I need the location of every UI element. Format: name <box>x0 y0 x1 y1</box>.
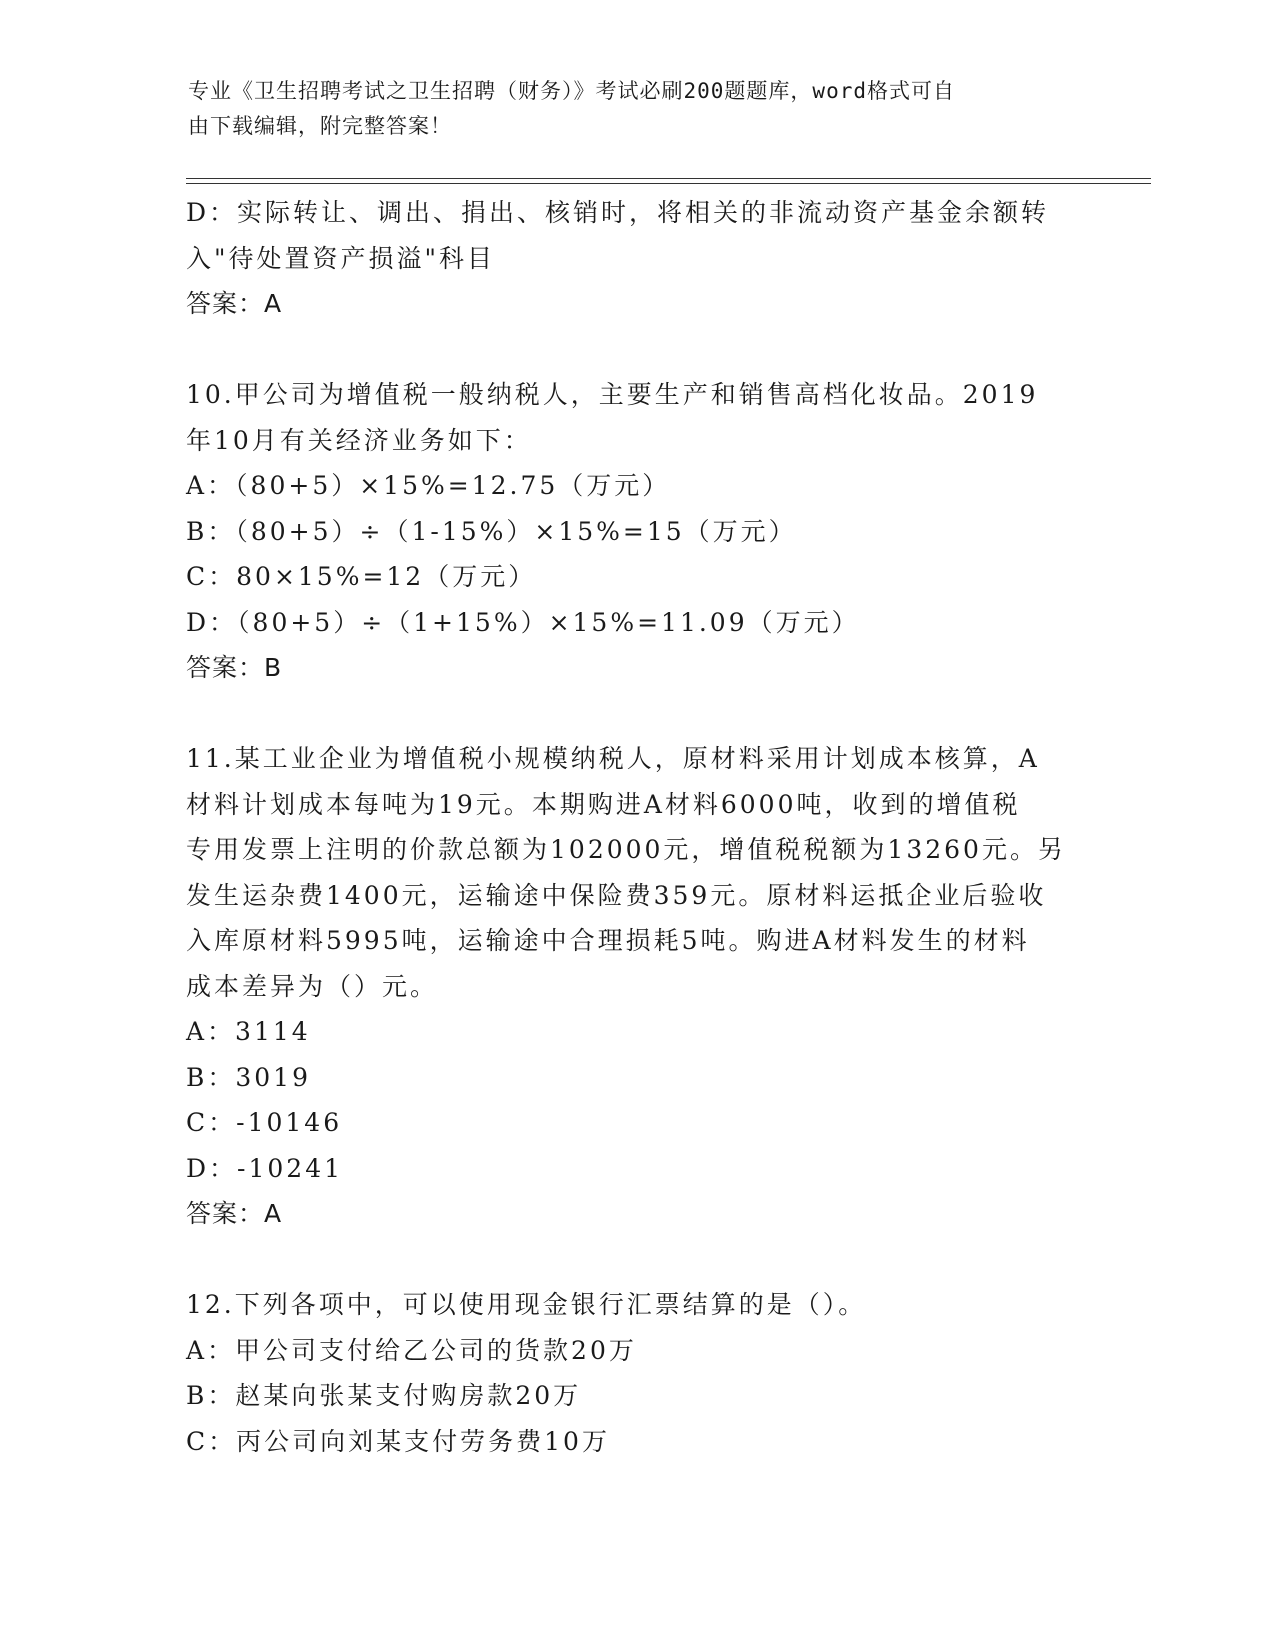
question-11 <box>186 736 1071 1237</box>
question-9-tail <box>186 190 1071 327</box>
option-d: D：-10241 <box>186 1153 344 1183</box>
option-d-line-1: D：实际转让、调出、捐出、核销时，将相关的非流动资产基金余额转 <box>186 198 1050 227</box>
option-b: B：赵某向张某支付购房款20万 <box>186 1381 582 1410</box>
option-c: C：丙公司向刘某支付劳务费10万 <box>186 1426 610 1456</box>
option-c: C：80×15%=12（万元） <box>186 562 537 591</box>
option-b: B：3019 <box>186 1062 311 1092</box>
option-a: A：甲公司支付给乙公司的货款20万 <box>186 1335 637 1365</box>
question-12 <box>186 1282 1071 1464</box>
question-stem: 入库原材料5995吨，运输途中合理损耗5吨。购进A材料发生的材料 <box>186 926 1030 955</box>
option-b: B：（80+5）÷（1-15%）×15%=15（万元） <box>186 516 797 546</box>
option-d-line-2: 入"待处置资产损溢"科目 <box>186 243 495 273</box>
option-a: A：（80+5）×15%=12.75（万元） <box>186 471 671 500</box>
question-stem: 材料计划成本每吨为19元。本期购进A材料6000吨，收到的增值税 <box>186 789 1021 819</box>
question-stem: 年10月有关经济业务如下： <box>186 425 532 455</box>
question-stem: 成本差异为（）元。 <box>186 971 439 1001</box>
question-10 <box>186 372 1071 691</box>
document-body <box>186 190 1071 1464</box>
answer-label: 答案：A <box>186 1199 283 1228</box>
question-stem: 10.甲公司为增值税一般纳税人，主要生产和销售高档化妆品。2019 <box>186 380 1039 409</box>
question-stem: 专用发票上注明的价款总额为102000元，增值税税额为13260元。另 <box>186 835 1066 864</box>
spacer <box>186 1237 1071 1283</box>
page-header <box>188 74 1068 144</box>
answer-label: 答案：A <box>186 289 283 318</box>
option-c: C：-10146 <box>186 1108 343 1137</box>
header-line-1: 专业《卫生招聘考试之卫生招聘（财务）》考试必刷200题题库，word格式可自 <box>188 79 955 103</box>
option-d: D：（80+5）÷（1+15%）×15%=11.09（万元） <box>186 607 860 637</box>
question-stem: 11.某工业企业为增值税小规模纳税人，原材料采用计划成本核算，A <box>186 744 1040 773</box>
spacer <box>186 327 1071 373</box>
header-line-2: 由下载编辑，附完整答案！ <box>188 114 452 138</box>
header-divider <box>186 178 1151 184</box>
spacer <box>186 691 1071 737</box>
question-stem: 12.下列各项中，可以使用现金银行汇票结算的是（）。 <box>186 1290 867 1319</box>
answer-label: 答案：B <box>186 653 283 682</box>
option-a: A：3114 <box>186 1017 311 1046</box>
question-stem: 发生运杂费1400元，运输途中保险费359元。原材料运抵企业后验收 <box>186 880 1047 910</box>
